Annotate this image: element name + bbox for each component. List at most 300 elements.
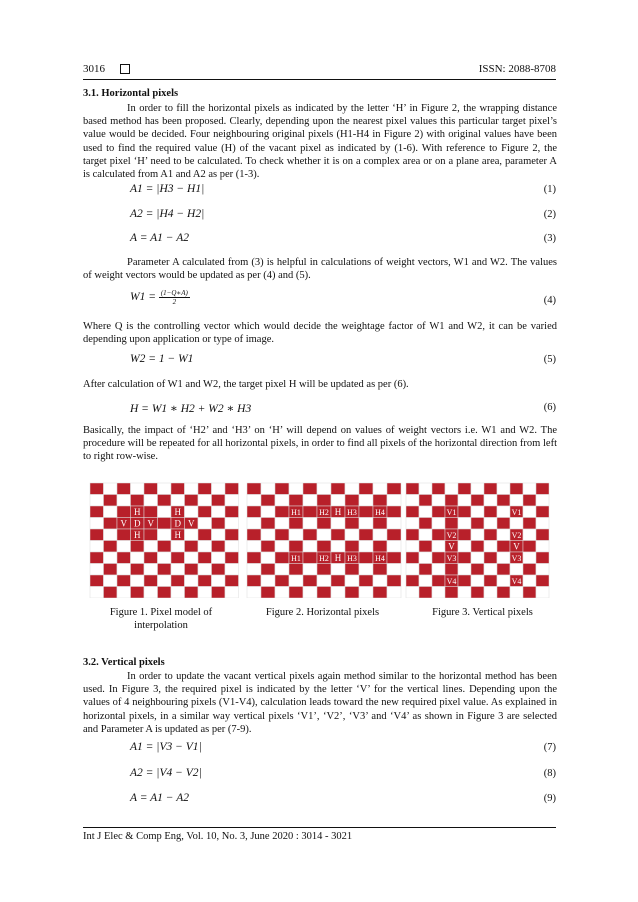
pixel-cell xyxy=(497,541,510,553)
pixel-cell xyxy=(90,541,104,553)
pixel-cell xyxy=(419,483,432,495)
pixel-cell xyxy=(523,495,536,507)
pixel-cell xyxy=(198,518,212,530)
pixel-cell xyxy=(289,529,303,541)
pixel-cell xyxy=(117,575,131,587)
footer-rule xyxy=(83,827,556,828)
pixel-label: V xyxy=(513,541,520,552)
figure-2-caption: Figure 2. Horizontal pixels xyxy=(265,607,380,618)
pixel-cell xyxy=(536,529,549,541)
equation-5: W2 = 1 − W1 xyxy=(130,353,194,365)
pixel-cell xyxy=(261,495,275,507)
pixel-label: V2 xyxy=(446,530,457,540)
pixel-cell xyxy=(212,587,226,599)
pixel-cell xyxy=(261,518,275,530)
pixel-cell xyxy=(484,575,497,587)
pixel-cell xyxy=(212,552,226,564)
pixel-cell xyxy=(317,575,331,587)
equation-4-fraction xyxy=(159,289,190,306)
pixel-cell xyxy=(406,483,419,495)
pixel-cell xyxy=(406,506,419,518)
pixel-cell xyxy=(345,495,359,507)
pixel-cell xyxy=(419,564,432,576)
pixel-cell xyxy=(359,587,373,599)
pixel-cell xyxy=(432,564,445,576)
pixel-cell xyxy=(510,564,523,576)
pixel-cell xyxy=(158,541,172,553)
pixel-label: H xyxy=(334,552,342,563)
pixel-cell xyxy=(387,518,401,530)
section-title-horizontal: 3.1. Horizontal pixels xyxy=(83,88,179,99)
pixel-cell xyxy=(225,506,239,518)
pixel-cell xyxy=(144,495,158,507)
pixel-cell xyxy=(158,529,172,541)
pixel-cell xyxy=(445,483,458,495)
pixel-cell xyxy=(212,483,226,495)
equation-4-number: (4) xyxy=(543,295,556,306)
pixel-cell xyxy=(261,575,275,587)
pixel-cell xyxy=(131,552,145,564)
paragraph-vertical-intro: In order to update the vacant vertical pixels again method similar to the horizontal method has been used. In Figure 3, the required pixel is indicated by the letter ‘V’ for the vertical lines. Depending upon the values of 4 neighbouring pixels (V1-V4), calculation leads toward the new required pixel value. As explained in horizontal pixels, in a similar way vertical pixels ‘V1’, ‘V2’, ‘V3’ and ‘V4’ as shown in Figure 3 are selected and Parameter A is updated as per (7-9). xyxy=(83,671,557,735)
pixel-cell xyxy=(484,518,497,530)
pixel-cell xyxy=(497,506,510,518)
pixel-cell xyxy=(144,506,158,518)
pixel-cell xyxy=(406,575,419,587)
pixel-cell xyxy=(185,564,199,576)
issn: ISSN: 2088-8708 xyxy=(478,63,556,75)
header-rule xyxy=(83,79,556,80)
pixel-cell xyxy=(289,541,303,553)
pixel-cell xyxy=(198,587,212,599)
equation-4-numerator: (1−Q∗A) xyxy=(160,289,188,297)
pixel-cell xyxy=(445,518,458,530)
pixel-cell xyxy=(432,587,445,599)
pixel-cell xyxy=(359,541,373,553)
pixel-cell xyxy=(484,541,497,553)
pixel-label: V xyxy=(448,541,455,552)
pixel-cell xyxy=(198,575,212,587)
pixel-label: V3 xyxy=(511,553,522,563)
pixel-cell xyxy=(359,529,373,541)
pixel-cell xyxy=(171,587,185,599)
pixel-cell xyxy=(510,587,523,599)
paragraph-update: After calculation of W1 and W2, the target pixel H will be updated as per (6). xyxy=(83,379,409,390)
pixel-cell xyxy=(261,483,275,495)
pixel-cell xyxy=(536,552,549,564)
pixel-cell xyxy=(345,529,359,541)
pixel-label: H2 xyxy=(319,553,329,563)
pixel-cell xyxy=(432,575,445,587)
equation-1: A1 = |H3 − H1| xyxy=(130,183,205,195)
pixel-cell xyxy=(131,495,145,507)
pixel-cell xyxy=(185,575,199,587)
pixel-cell xyxy=(90,495,104,507)
pixel-cell xyxy=(432,529,445,541)
pixel-cell xyxy=(345,587,359,599)
pixel-cell xyxy=(497,552,510,564)
pixel-cell xyxy=(458,564,471,576)
pixel-cell xyxy=(198,495,212,507)
pixel-cell xyxy=(144,541,158,553)
pixel-cell xyxy=(185,541,199,553)
pixel-cell xyxy=(275,552,289,564)
pixel-cell xyxy=(432,506,445,518)
pixel-cell xyxy=(247,587,261,599)
figures-svg xyxy=(0,478,638,598)
pixel-cell xyxy=(90,506,104,518)
pixel-cell xyxy=(373,518,387,530)
pixel-cell xyxy=(471,518,484,530)
pixel-cell xyxy=(225,518,239,530)
pixel-cell xyxy=(445,495,458,507)
pixel-cell xyxy=(458,541,471,553)
pixel-cell xyxy=(510,483,523,495)
pixel-cell xyxy=(458,587,471,599)
pixel-cell xyxy=(104,587,118,599)
pixel-label: D xyxy=(134,518,141,529)
pixel-label: H3 xyxy=(347,507,357,517)
pixel-cell xyxy=(536,587,549,599)
pixel-cell xyxy=(303,483,317,495)
pixel-cell xyxy=(497,483,510,495)
pixel-cell xyxy=(131,575,145,587)
pixel-cell xyxy=(523,552,536,564)
pixel-cell xyxy=(247,529,261,541)
pixel-cell xyxy=(131,483,145,495)
pixel-cell xyxy=(331,564,345,576)
pixel-cell xyxy=(317,518,331,530)
pixel-cell xyxy=(317,483,331,495)
pixel-cell xyxy=(497,587,510,599)
pixel-cell xyxy=(432,541,445,553)
pixel-cell xyxy=(261,529,275,541)
pixel-label: H xyxy=(174,506,181,517)
pixel-cell xyxy=(158,518,172,530)
pixel-label: H xyxy=(174,529,181,540)
pixel-cell xyxy=(345,483,359,495)
pixel-cell xyxy=(373,483,387,495)
pixel-cell xyxy=(171,495,185,507)
equation-7: A1 = |V3 − V1| xyxy=(130,741,202,753)
pixel-cell xyxy=(289,518,303,530)
pixel-cell xyxy=(373,587,387,599)
pixel-cell xyxy=(471,552,484,564)
pixel-cell xyxy=(523,541,536,553)
pixel-cell xyxy=(345,541,359,553)
pixel-label: H4 xyxy=(375,507,385,517)
pixel-cell xyxy=(247,541,261,553)
pixel-cell xyxy=(471,506,484,518)
pixel-cell xyxy=(419,575,432,587)
figure-2-grid xyxy=(247,483,401,598)
pixel-cell xyxy=(144,587,158,599)
pixel-cell xyxy=(536,564,549,576)
pixel-cell xyxy=(275,541,289,553)
pixel-cell xyxy=(212,575,226,587)
pixel-cell xyxy=(275,564,289,576)
equation-5-number: (5) xyxy=(543,354,556,365)
equation-9-number: (9) xyxy=(543,793,556,804)
pixel-cell xyxy=(225,483,239,495)
pixel-cell xyxy=(331,541,345,553)
equation-2-number: (2) xyxy=(543,209,556,220)
pixel-cell xyxy=(536,483,549,495)
equation-8-number: (8) xyxy=(543,768,556,779)
pixel-cell xyxy=(406,495,419,507)
pixel-cell xyxy=(303,506,317,518)
pixel-cell xyxy=(387,575,401,587)
pixel-label: V3 xyxy=(446,553,457,563)
page-number: 3016 xyxy=(83,63,105,75)
pixel-cell xyxy=(303,587,317,599)
pixel-cell xyxy=(445,587,458,599)
pixel-label: H xyxy=(334,506,342,517)
section-title-vertical: 3.2. Vertical pixels xyxy=(83,657,165,668)
pixel-cell xyxy=(131,541,145,553)
equation-3: A = A1 − A2 xyxy=(130,232,189,244)
pixel-cell xyxy=(275,483,289,495)
figure-3-caption: Figure 3. Vertical pixels xyxy=(432,607,533,618)
pixel-cell xyxy=(275,529,289,541)
pixel-cell xyxy=(117,506,131,518)
pixel-cell xyxy=(497,564,510,576)
pixel-cell xyxy=(117,552,131,564)
equation-7-number: (7) xyxy=(543,742,556,753)
pixel-label: H1 xyxy=(291,553,301,563)
pixel-cell xyxy=(359,495,373,507)
pixel-cell xyxy=(303,564,317,576)
pixel-cell xyxy=(419,495,432,507)
equation-3-number: (3) xyxy=(543,233,556,244)
pixel-cell xyxy=(144,564,158,576)
pixel-cell xyxy=(458,552,471,564)
pixel-cell xyxy=(212,541,226,553)
pixel-cell xyxy=(523,587,536,599)
pixel-cell xyxy=(225,564,239,576)
page-header xyxy=(83,63,556,79)
equation-4-lhs: W1 = xyxy=(130,291,159,304)
pixel-cell xyxy=(387,529,401,541)
pixel-cell xyxy=(117,495,131,507)
pixel-cell xyxy=(359,506,373,518)
equation-1-number: (1) xyxy=(543,184,556,195)
pixel-cell xyxy=(117,483,131,495)
pixel-cell xyxy=(303,529,317,541)
pixel-cell xyxy=(536,575,549,587)
pixel-cell xyxy=(247,552,261,564)
pixel-label: V4 xyxy=(446,576,457,586)
pixel-cell xyxy=(225,541,239,553)
pixel-cell xyxy=(185,506,199,518)
pixel-cell xyxy=(144,575,158,587)
pixel-cell xyxy=(198,541,212,553)
pixel-cell xyxy=(303,518,317,530)
pixel-cell xyxy=(289,564,303,576)
pixel-cell xyxy=(419,506,432,518)
pixel-cell xyxy=(523,529,536,541)
pixel-cell xyxy=(104,518,118,530)
pixel-cell xyxy=(406,564,419,576)
pixel-cell xyxy=(419,529,432,541)
pixel-cell xyxy=(185,483,199,495)
pixel-cell xyxy=(275,495,289,507)
pixel-cell xyxy=(171,483,185,495)
pixel-cell xyxy=(373,575,387,587)
pixel-cell xyxy=(523,564,536,576)
pixel-cell xyxy=(471,587,484,599)
pixel-cell xyxy=(471,495,484,507)
pixel-cell xyxy=(497,518,510,530)
pixel-cell xyxy=(419,518,432,530)
pixel-label: V xyxy=(147,518,154,529)
pixel-cell xyxy=(158,506,172,518)
pixel-cell xyxy=(510,518,523,530)
pixel-cell xyxy=(104,564,118,576)
pixel-cell xyxy=(131,564,145,576)
pixel-cell xyxy=(419,552,432,564)
pixel-cell xyxy=(303,575,317,587)
pixel-cell xyxy=(484,552,497,564)
pixel-cell xyxy=(158,564,172,576)
pixel-label: V4 xyxy=(511,576,522,586)
paragraph-weights: Parameter A calculated from (3) is helpful in calculations of weight vectors, W1 and W2. The values of weight vectors would be updated as per (4) and (5). xyxy=(83,257,557,282)
pixel-cell xyxy=(212,506,226,518)
pixel-cell xyxy=(185,552,199,564)
figure-3-grid xyxy=(406,483,549,598)
pixel-cell xyxy=(458,529,471,541)
pixel-label: H1 xyxy=(291,507,301,517)
pixel-cell xyxy=(484,564,497,576)
pixel-cell xyxy=(484,529,497,541)
pixel-cell xyxy=(387,564,401,576)
pixel-cell xyxy=(387,506,401,518)
pixel-cell xyxy=(387,587,401,599)
pixel-cell xyxy=(171,564,185,576)
equation-2: A2 = |H4 − H2| xyxy=(130,208,205,220)
pixel-cell xyxy=(225,552,239,564)
pixel-cell xyxy=(406,587,419,599)
pixel-cell xyxy=(247,495,261,507)
page-footer: Int J Elec & Comp Eng, Vol. 10, No. 3, June 2020 : 3014 - 3021 xyxy=(83,831,353,842)
pixel-cell xyxy=(419,587,432,599)
equation-4 xyxy=(130,289,190,306)
pixel-cell xyxy=(331,518,345,530)
pixel-cell xyxy=(212,564,226,576)
pixel-cell xyxy=(445,564,458,576)
pixel-label: H xyxy=(134,529,141,540)
pixel-cell xyxy=(261,506,275,518)
pixel-cell xyxy=(406,518,419,530)
pixel-cell xyxy=(104,529,118,541)
pixel-cell xyxy=(432,552,445,564)
pixel-cell xyxy=(359,552,373,564)
pixel-cell xyxy=(225,529,239,541)
pixel-cell xyxy=(198,552,212,564)
pixel-cell xyxy=(345,564,359,576)
pixel-cell xyxy=(523,518,536,530)
pixel-cell xyxy=(212,518,226,530)
pixel-cell xyxy=(359,518,373,530)
pixel-cell xyxy=(373,495,387,507)
pixel-cell xyxy=(406,541,419,553)
pixel-cell xyxy=(484,495,497,507)
pixel-cell xyxy=(331,575,345,587)
pixel-cell xyxy=(359,564,373,576)
pixel-cell xyxy=(331,587,345,599)
pixel-label: V2 xyxy=(511,530,522,540)
pixel-cell xyxy=(104,506,118,518)
pixel-cell xyxy=(432,483,445,495)
pixel-cell xyxy=(536,506,549,518)
pixel-cell xyxy=(387,495,401,507)
paragraph-procedure: Basically, the impact of ‘H2’ and ‘H3’ on ‘H’ will depend on values of weight vectors i.e. W1 and W2. The procedure will be repeated for all horizontal pixels, in order to find all pixels of the horizontal direction from left to right row-wise. xyxy=(83,425,557,463)
pixel-cell xyxy=(198,483,212,495)
pixel-cell xyxy=(261,587,275,599)
paragraph-q-vector: Where Q is the controlling vector which would decide the weightage factor of W1 and W2, it can be varied depending upon application or type of image. xyxy=(83,321,557,346)
pixel-cell xyxy=(406,529,419,541)
pixel-cell xyxy=(247,506,261,518)
pixel-cell xyxy=(497,529,510,541)
pixel-cell xyxy=(289,587,303,599)
pixel-label: V xyxy=(188,518,195,529)
pixel-cell xyxy=(185,587,199,599)
pixel-cell xyxy=(345,575,359,587)
pixel-cell xyxy=(198,529,212,541)
pixel-cell xyxy=(289,495,303,507)
pixel-cell xyxy=(225,587,239,599)
pixel-cell xyxy=(117,587,131,599)
pixel-cell xyxy=(510,495,523,507)
pixel-cell xyxy=(303,552,317,564)
pixel-label: D xyxy=(174,518,181,529)
pixel-label: V1 xyxy=(511,507,522,517)
figure-1-grid xyxy=(90,483,239,598)
pixel-cell xyxy=(225,575,239,587)
pixel-cell xyxy=(471,483,484,495)
pixel-cell xyxy=(247,483,261,495)
pixel-cell xyxy=(432,518,445,530)
pixel-cell xyxy=(275,587,289,599)
pixel-cell xyxy=(275,506,289,518)
pixel-cell xyxy=(144,552,158,564)
pixel-cell xyxy=(317,495,331,507)
pixel-cell xyxy=(387,552,401,564)
pixel-cell xyxy=(359,483,373,495)
pixel-cell xyxy=(536,541,549,553)
pixel-cell xyxy=(497,495,510,507)
pixel-cell xyxy=(225,495,239,507)
pixel-cell xyxy=(185,529,199,541)
pixel-cell xyxy=(104,541,118,553)
pixel-cell xyxy=(458,483,471,495)
pixel-cell xyxy=(484,483,497,495)
pixel-cell xyxy=(90,552,104,564)
pixel-cell xyxy=(523,506,536,518)
equation-9: A = A1 − A2 xyxy=(130,792,189,804)
pixel-cell xyxy=(289,483,303,495)
pixel-cell xyxy=(471,541,484,553)
pixel-cell xyxy=(117,541,131,553)
pixel-label: V xyxy=(120,518,127,529)
pixel-cell xyxy=(90,587,104,599)
pixel-cell xyxy=(158,552,172,564)
pixel-cell xyxy=(317,529,331,541)
pixel-cell xyxy=(289,575,303,587)
pixel-cell xyxy=(212,495,226,507)
pixel-cell xyxy=(359,575,373,587)
pixel-cell xyxy=(419,541,432,553)
pixel-cell xyxy=(458,506,471,518)
